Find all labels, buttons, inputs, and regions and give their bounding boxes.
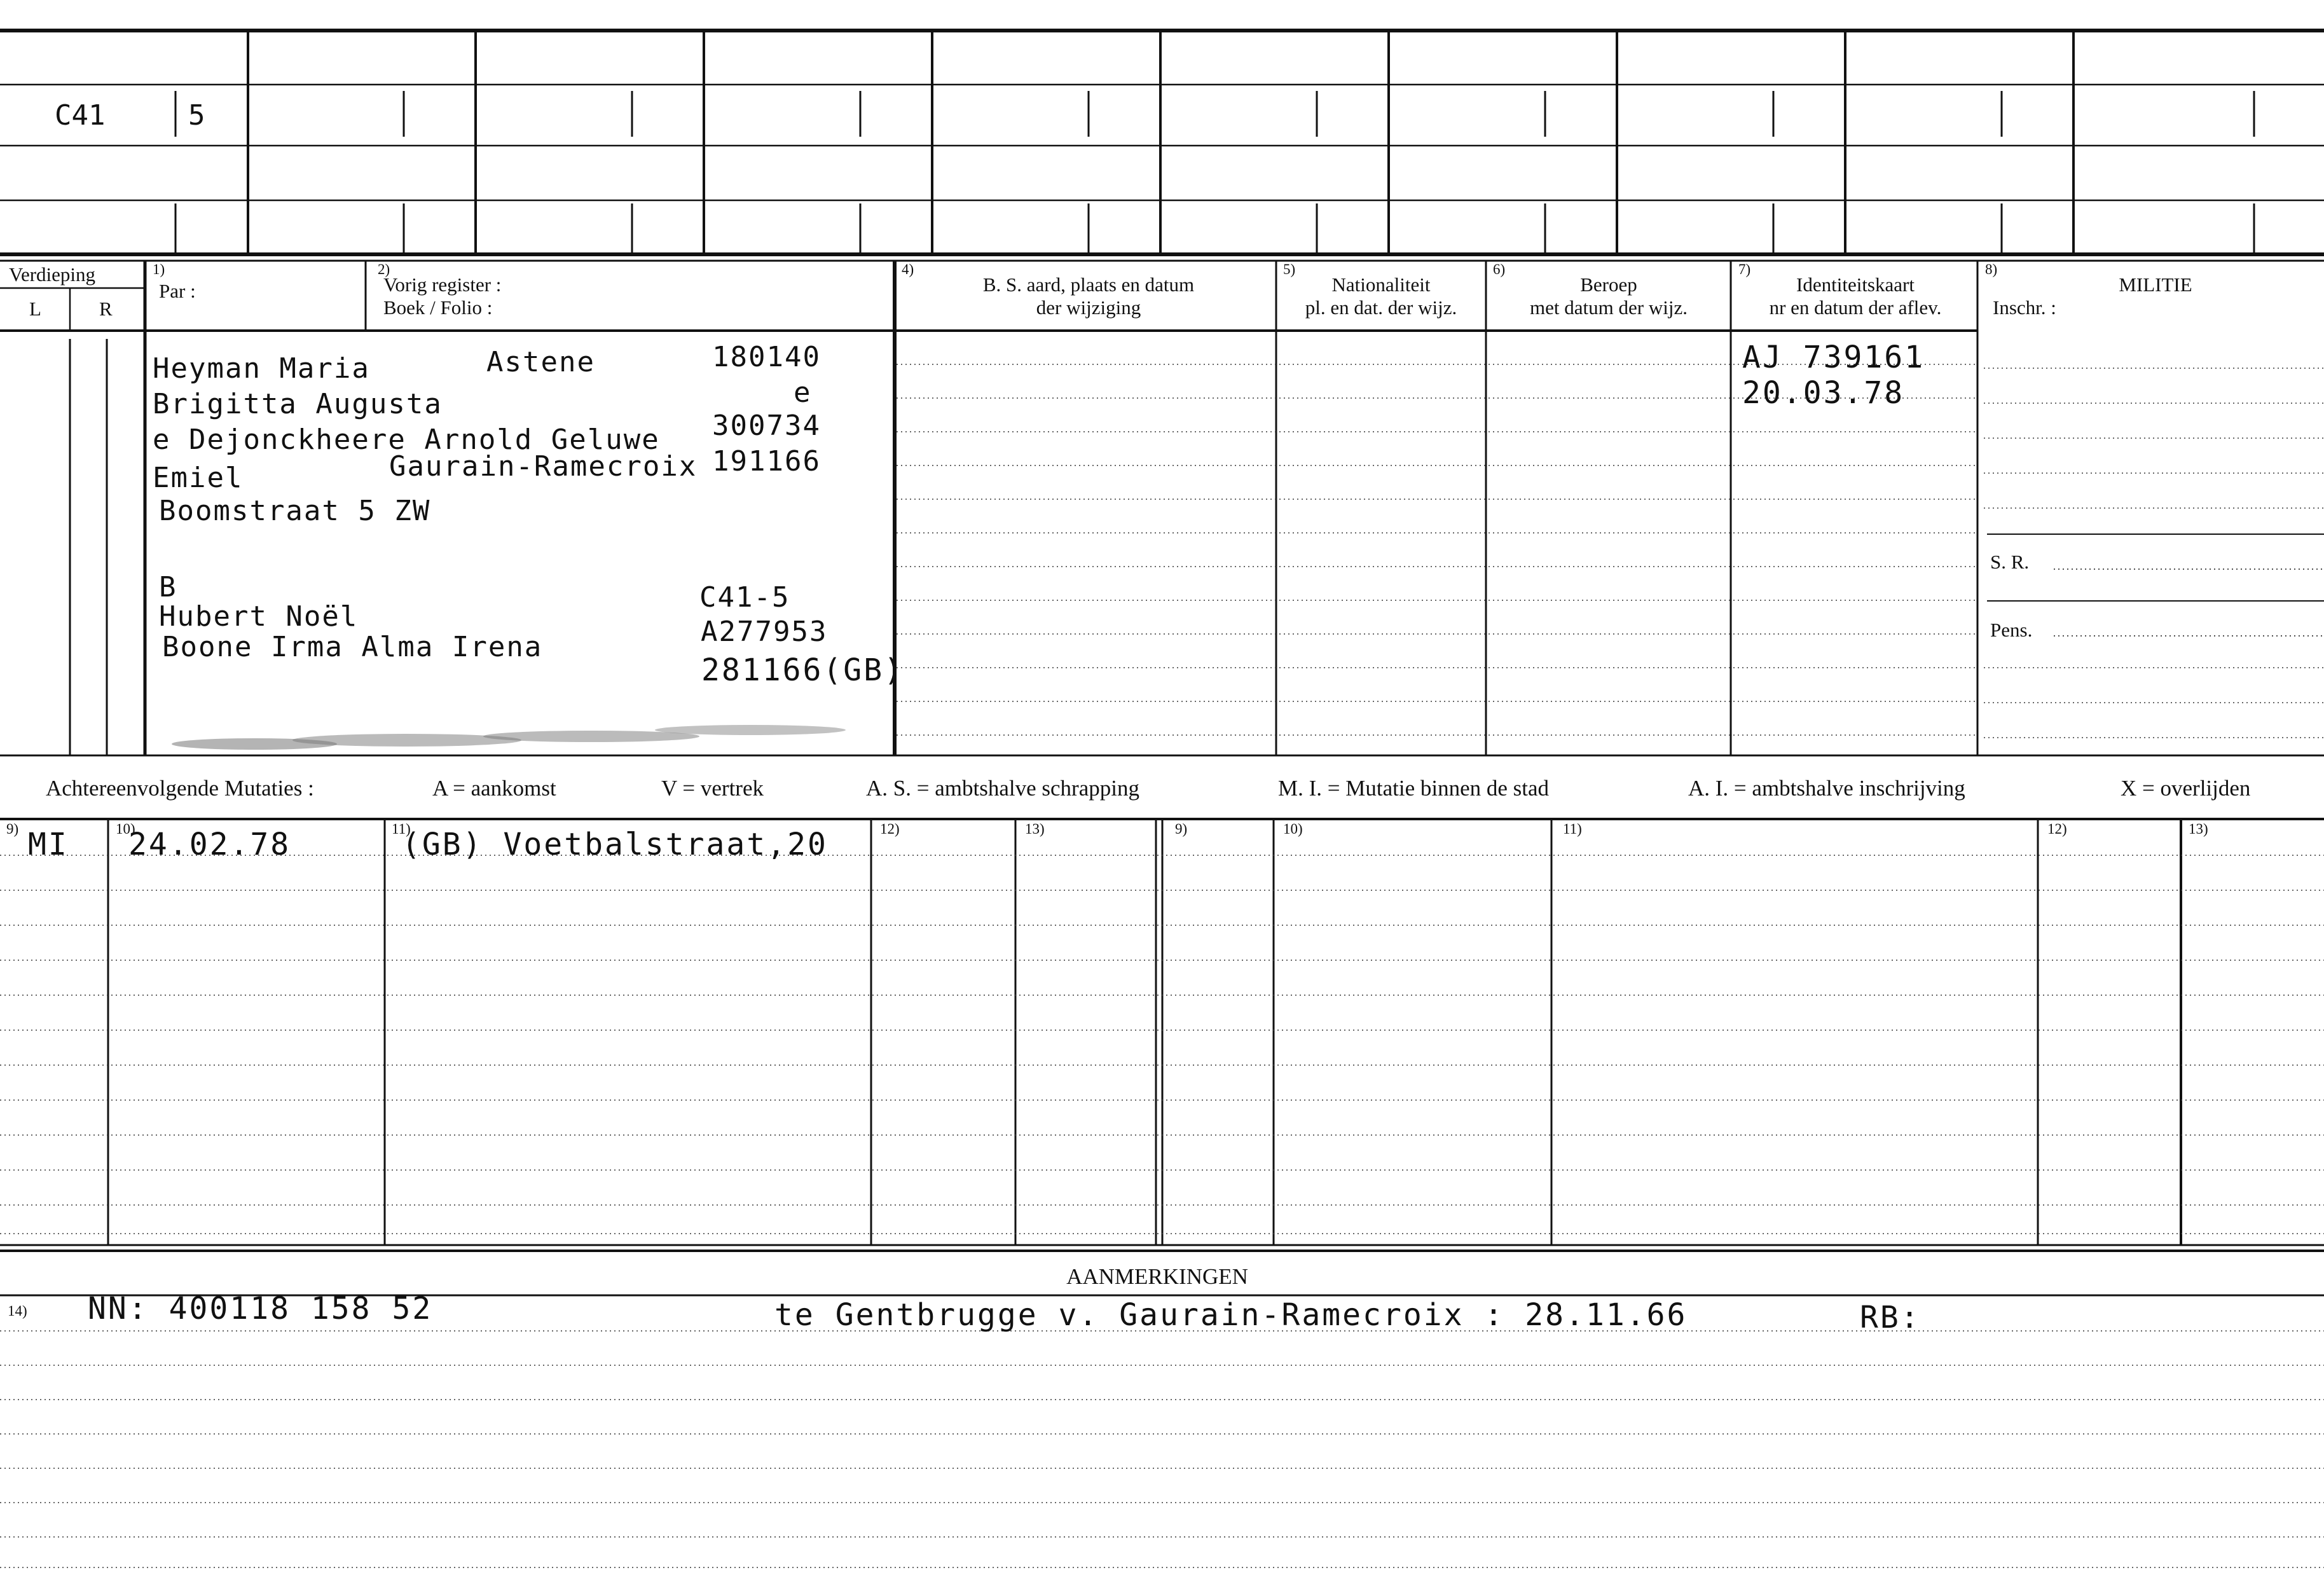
person-spouse-date: 300734 [712,410,821,442]
mutation-type: MI [28,827,69,862]
legend-title: Achtereenvolgende Mutaties : [46,776,314,801]
remarks-number: 14) [8,1303,27,1319]
legend-arrival: A = aankomst [432,776,556,801]
person-sup-e: e [794,376,812,409]
mut-col10-left: 10) [116,821,135,837]
person-line-b: B [159,571,177,603]
col1-label: Par : [159,280,196,302]
person-birthplace: Astene [486,346,595,378]
col1-number: 1) [153,261,165,277]
col4-line1: B. S. aard, plaats en datum [982,273,1195,296]
person-arrival-date: 191166 [712,445,821,478]
col2-line2: Boek / Folio : [383,296,493,319]
legend-death: X = overlijden [2121,776,2251,801]
remarks-origin: te Gentbrugge v. Gaurain-Ramecroix : 28.11.66 [774,1297,1688,1333]
col7-line1: Identiteitskaart [1796,273,1915,296]
mutation-address: (GB) Voetbalstraat,20 [402,827,828,862]
legend-registration: A. I. = ambtshalve inschrijving [1688,776,1965,801]
col4-number: 4) [902,261,914,277]
mut-col10-right: 10) [1283,821,1303,837]
col5-line1: Nationaliteit [1331,273,1431,296]
person-address: Boomstraat 5 ZW [159,495,431,527]
verdieping-label: Verdieping [9,263,96,286]
col6-line1: Beroep [1580,273,1637,296]
militie-sr: S. R. [1990,551,2030,573]
stamp-smudge [172,725,846,750]
person-spouse-line: e Dejonckheere Arnold Geluwe [153,424,660,456]
remarks-rb: RB: [1860,1300,1921,1335]
card-code: C41 [55,99,106,132]
remarks-title: AANMERKINGEN [1066,1264,1248,1289]
card-number: 5 [188,99,205,132]
mut-col12-left: 12) [880,821,900,837]
person-name-line1: Heyman Maria [153,352,370,385]
mut-col12-right: 12) [2047,821,2067,837]
col6-number: 6) [1493,261,1506,277]
col2-line1: Vorig register : [383,273,502,296]
person-name-line2: Brigitta Augusta [153,388,443,420]
col6-line2: met datum der wijz. [1530,296,1688,319]
col4-line2: der wijziging [1036,296,1141,319]
mutation-date: 24.02.78 [128,827,291,862]
person-ref-code: C41-5 [699,581,790,614]
legend-struck: A. S. = ambtshalve schrapping [866,776,1139,801]
militie-pens: Pens. [1990,619,2033,641]
remarks-national-number: NN: 400118 158 52 [88,1291,433,1326]
col7-number: 7) [1738,261,1751,277]
verdieping-l: L [29,298,41,320]
col2-number: 2) [378,261,390,277]
id-card-number: AJ 739161 [1742,340,1925,375]
person-name-line4: Emiel [153,462,244,494]
mut-col13-left: 13) [1025,821,1045,837]
militie-title: MILITIE [2119,273,2192,296]
id-card-date: 20.03.78 [1742,375,1905,411]
mut-col13-right: 13) [2189,821,2208,837]
person-father: Hubert Noël [159,600,359,633]
mut-col11-right: 11) [1563,821,1582,837]
verdieping-r: R [99,298,113,320]
legend-departure: V = vertrek [661,776,764,801]
legend-internal: M. I. = Mutatie binnen de stad [1278,776,1550,801]
col5-number: 5) [1283,261,1296,277]
militie-inschr: Inschr. : [1993,296,2056,319]
mut-col11-left: 11) [392,821,411,837]
col8-number: 8) [1985,261,1998,277]
person-birthdate: 180140 [712,341,821,373]
person-ref-date: 281166(GB) [701,652,904,688]
person-ref-number: A277953 [701,616,828,648]
mut-col9-left: 9) [6,821,19,837]
person-arrival-place: Gaurain-Ramecroix [389,450,698,483]
col7-line2: nr en datum der aflev. [1769,296,1942,319]
mut-col9-right: 9) [1175,821,1188,837]
person-mother: Boone Irma Alma Irena [162,631,543,663]
col5-line2: pl. en dat. der wijz. [1305,296,1457,319]
